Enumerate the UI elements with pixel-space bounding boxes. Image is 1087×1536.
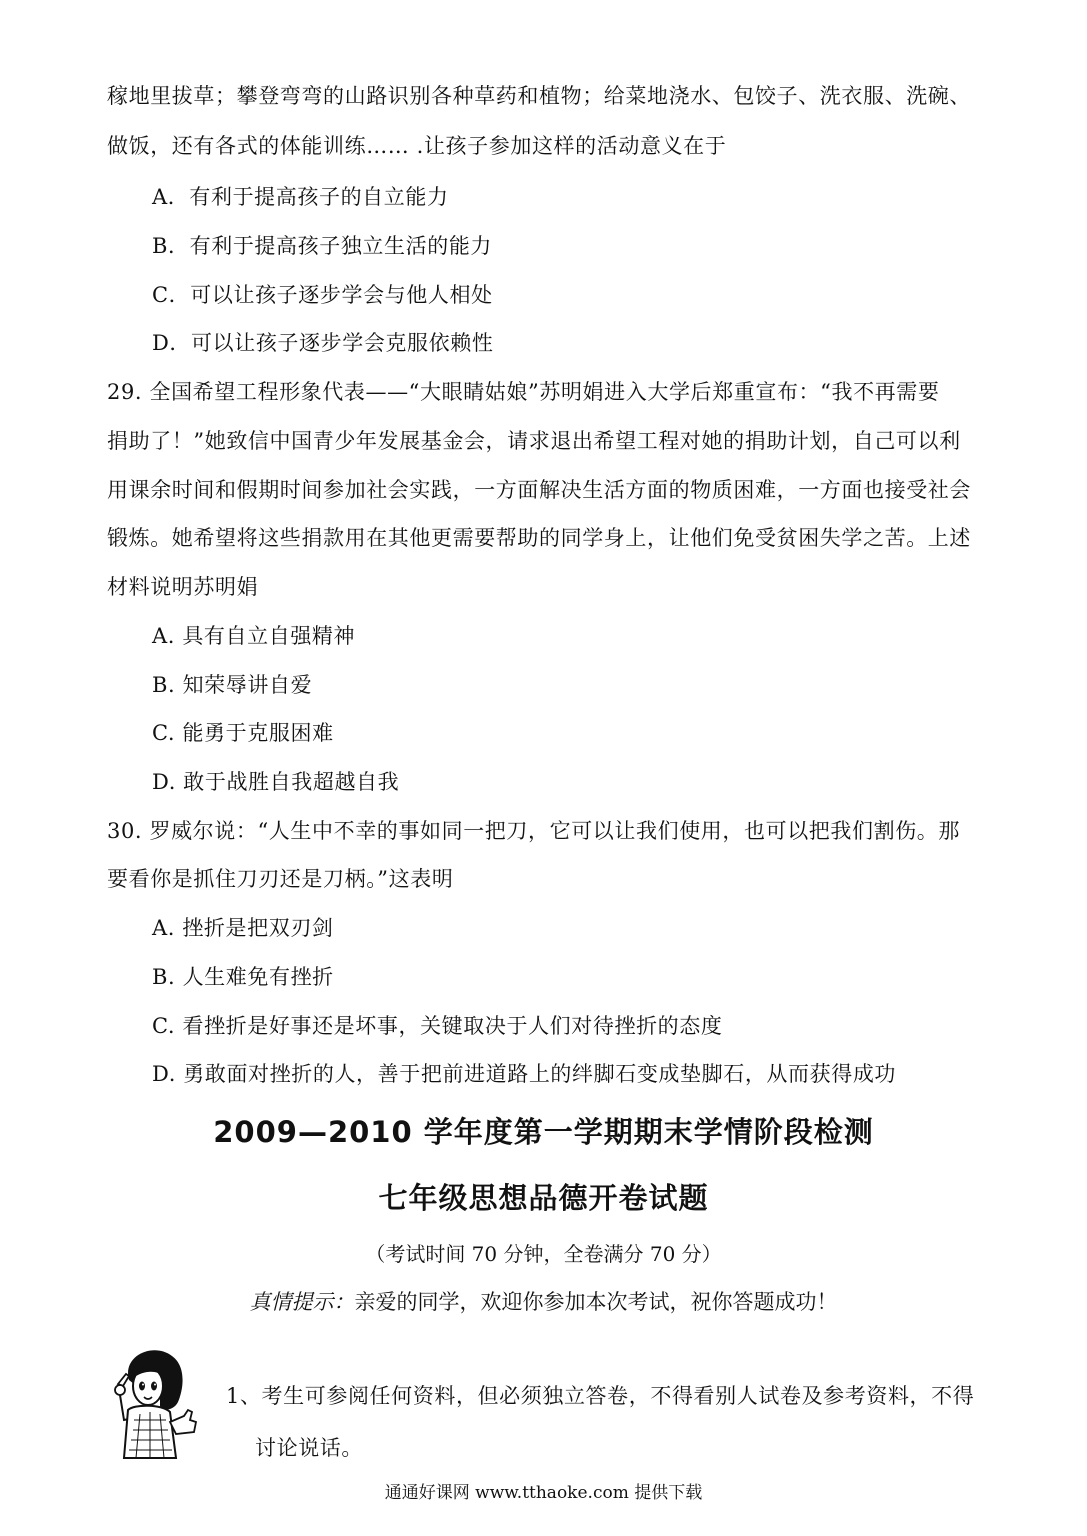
q30-option-a: A. 挫折是把双刃剑 (152, 916, 334, 940)
q28-text-line-1: 稼地里拔草；攀登弯弯的山路识别各种草药和植物；给菜地浇水、包饺子、洗衣服、洗碗、 (107, 84, 971, 108)
tip-text: 亲爱的同学，欢迎你参加本次考试，祝你答题成功！ (354, 1290, 838, 1314)
q30-text-line-2: 要看你是抓住刀刃还是刀柄。”这表明 (107, 867, 454, 891)
q28-text-line-2: 做饭，还有各式的体能训练…… .让孩子参加这样的活动意义在于 (107, 134, 727, 158)
note-item-1-line-1: 1、考生可参阅任何资料，但必须独立答卷，不得看别人试卷及参考资料，不得 (226, 1384, 975, 1408)
q28-option-c: C．可以让孩子逐步学会与他人相处 (152, 283, 493, 307)
exam-title: 2009—2010 学年度第一学期期末学情阶段检测 (213, 1115, 874, 1149)
q29-option-c: C. 能勇于克服困难 (152, 721, 334, 745)
q30-option-c: C. 看挫折是好事还是坏事，关键取决于人们对待挫折的态度 (152, 1014, 723, 1038)
q28-option-d: D．可以让孩子逐步学会克服依赖性 (152, 331, 494, 355)
q29-text-line-3: 用课余时间和假期时间参加社会实践，一方面解决生活方面的物质困难，一方面也接受社会 (107, 478, 971, 502)
q29-text-line-4: 锻炼。她希望将这些捐款用在其他更需要帮助的同学身上，让他们免受贫困失学之苦。上述 (107, 526, 971, 550)
exam-info: （考试时间 70 分钟，全卷满分 70 分） (365, 1242, 722, 1266)
q28-option-b: B．有利于提高孩子独立生活的能力 (152, 234, 493, 258)
cartoon-girl-icon (104, 1340, 204, 1460)
q29-option-b: B. 知荣辱讲自爱 (152, 673, 313, 697)
q29-option-a: A. 具有自立自强精神 (152, 624, 356, 648)
q29-option-d: D. 敢于战胜自我超越自我 (152, 770, 400, 794)
q30-text-line-1: 30. 罗威尔说：“人生中不幸的事如同一把刀，它可以让我们使用，也可以把我们割伤。那 (107, 819, 961, 843)
footer-download-text: 通通好课网 www.tthaoke.com 提供下载 (384, 1483, 703, 1503)
exam-subtitle: 七年级思想品德开卷试题 (378, 1181, 709, 1215)
note-item-1-line-2: 讨论说话。 (255, 1436, 363, 1460)
q29-text-line-1: 29. 全国希望工程形象代表——“大眼睛姑娘”苏明娟进入大学后郑重宣布：“我不再需要 (107, 380, 940, 404)
tip-line (0, 1286, 1087, 1316)
q28-option-a: A．有利于提高孩子的自立能力 (152, 185, 449, 209)
q29-text-line-2: 捐助了！”她致信中国青少年发展基金会，请求退出希望工程对她的捐助计划，自己可以利 (107, 429, 961, 453)
tip-label: 真情提示： (249, 1290, 355, 1314)
q30-option-b: B. 人生难免有挫折 (152, 965, 334, 989)
q30-option-d: D. 勇敢面对挫折的人，善于把前进道路上的绊脚石变成垫脚石，从而获得成功 (152, 1062, 897, 1086)
q29-text-line-5: 材料说明苏明娟 (107, 575, 259, 599)
